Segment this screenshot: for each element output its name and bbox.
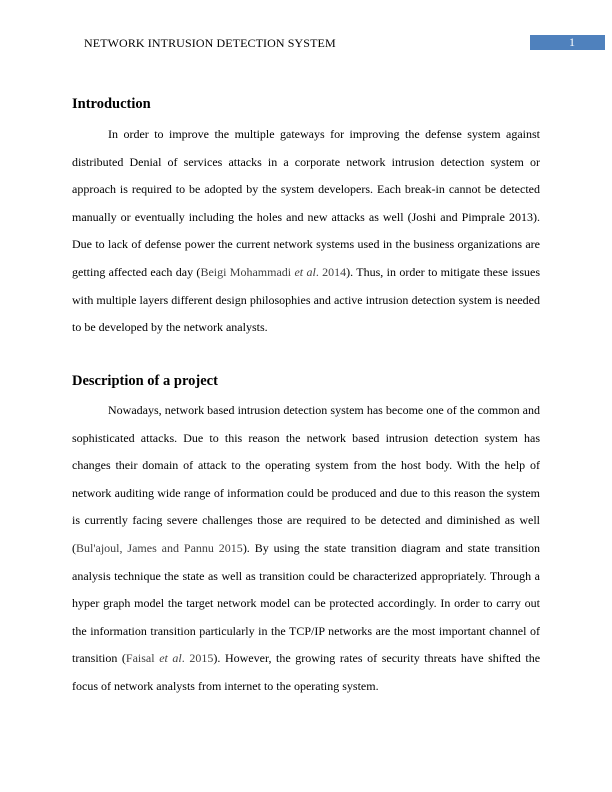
desc-text-1: Nowadays, network based intrusion detection system has become one of the common and sophisticated attacks. Due to this reason the network based intrusion detection system has changes their domain of attack to the operating system from the host body. With the help of network auditing wide range of information could be produced and due to this reason the system is currently facing severe challenges those are required to be detected and diminished as well (: [72, 403, 540, 555]
description-heading: Description of a project: [72, 373, 218, 389]
desc-citation-2-year: . 2015: [181, 651, 214, 666]
desc-text-2: ). By using the state transition diagram and state transition analysis technique the state as well as transition could be characterized appropriately. Through a hyper graph model the target network model can be protected accordingly. In order to carry out the information transition particularly in the TCP/IP networks are the most important channel of transition (: [72, 540, 540, 666]
intro-citation-name: Beigi Mohammadi: [200, 264, 295, 279]
desc-text-3: ). However, the growing rates of security threats have shifted the focus of network analysts from internet to the operating system.: [72, 651, 541, 693]
intro-citation-etal: et al: [294, 264, 316, 279]
intro-text-1: In order to improve the multiple gateways for improving the defense system against distributed Denial of services attacks in a corporate network intrusion detection system or approach is required to be adopted by the system developers. Each break-in cannot be detected manually or eventually including the holes and new attacks as well (Joshi and Pimprale 2013). Due to lack of defense power the current network systems used in the business organizations are getting affected each day (: [72, 127, 540, 279]
desc-citation-1: Bul'ajoul, James and Pannu 2015: [76, 540, 243, 555]
intro-citation-year: . 2014: [315, 264, 347, 279]
desc-citation-2-name: Faisal: [125, 651, 160, 666]
intro-text-2: ). Thus, in order to mitigate these issues with multiple layers different design philosophies and active intrusion detection system is needed to be developed by the network analysts.: [72, 264, 541, 335]
description-paragraph: [72, 397, 540, 701]
introduction-paragraph: [72, 121, 540, 342]
running-head: NETWORK INTRUSION DETECTION SYSTEM: [84, 36, 336, 50]
introduction-heading: Introduction: [72, 96, 151, 112]
page-number: 1: [569, 35, 575, 49]
page-number-badge: [530, 35, 605, 50]
desc-citation-2-etal: et al: [159, 651, 182, 666]
